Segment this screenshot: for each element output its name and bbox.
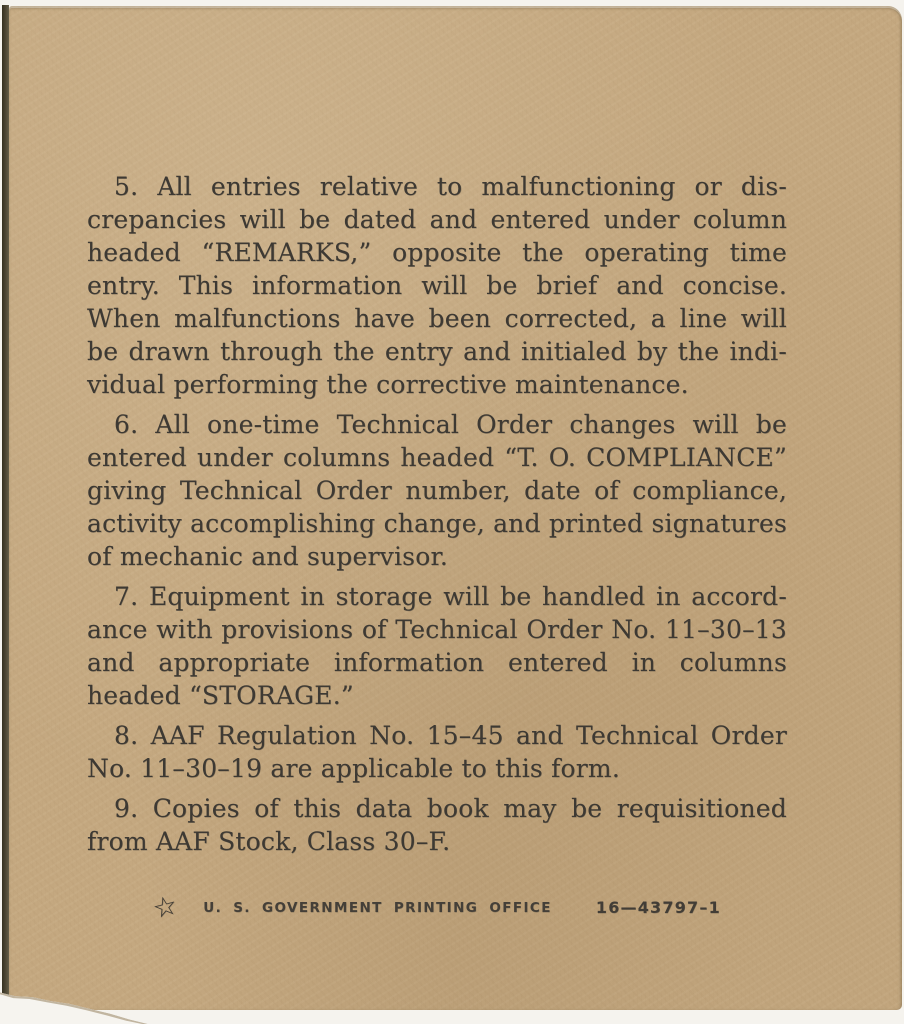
text-line: entered under columns headed “T. O. COMPLIANCE” xyxy=(87,443,787,472)
paragraph-9 xyxy=(87,792,787,858)
text-line: and appropriate information entered in columns xyxy=(87,648,787,677)
text-line: 7. Equipment in storage will be handled in accord- xyxy=(114,582,787,611)
text-line: giving Technical Order number, date of compliance, xyxy=(87,476,787,505)
paragraph-6 xyxy=(87,408,787,573)
paragraph-8 xyxy=(87,719,787,785)
text-line: No. 11–30–19 are applicable to this form. xyxy=(87,754,620,783)
text-line: from AAF Stock, Class 30–F. xyxy=(87,827,451,856)
paragraph-5 xyxy=(87,170,787,401)
text-line: of mechanic and supervisor. xyxy=(87,542,448,571)
imprint-text: U. S. GOVERNMENT PRINTING OFFICE xyxy=(203,899,552,916)
paragraph-7 xyxy=(87,580,787,712)
text-line: ance with provisions of Technical Order No. 11–30–13 xyxy=(87,615,787,644)
star-icon: ☆ xyxy=(149,889,181,926)
text-line: 9. Copies of this data book may be requisitioned xyxy=(114,794,787,823)
text-line: 8. AAF Regulation No. 15–45 and Technical Order xyxy=(114,721,787,750)
text-column xyxy=(87,170,787,926)
paper-page xyxy=(9,6,902,1010)
text-line: crepancies will be dated and entered under column xyxy=(87,205,787,234)
text-line: vidual performing the corrective maintenance. xyxy=(87,370,689,399)
printing-office-imprint xyxy=(87,889,787,926)
text-line: be drawn through the entry and initialed by the indi- xyxy=(87,337,787,366)
text-line: headed “STORAGE.” xyxy=(87,681,354,710)
text-line: 6. All one-time Technical Order changes will be xyxy=(114,410,787,439)
text-line: entry. This information will be brief and concise. xyxy=(87,271,787,300)
print-job-number: 16—43797–1 xyxy=(595,898,721,917)
binding-edge xyxy=(2,5,9,1008)
text-line: When malfunctions have been corrected, a line will xyxy=(87,304,787,333)
text-line: 5. All entries relative to malfunctioning or dis- xyxy=(114,172,787,201)
text-line: activity accomplishing change, and printed signatures xyxy=(87,509,787,538)
text-line: headed “REMARKS,” opposite the operating time xyxy=(87,238,787,267)
